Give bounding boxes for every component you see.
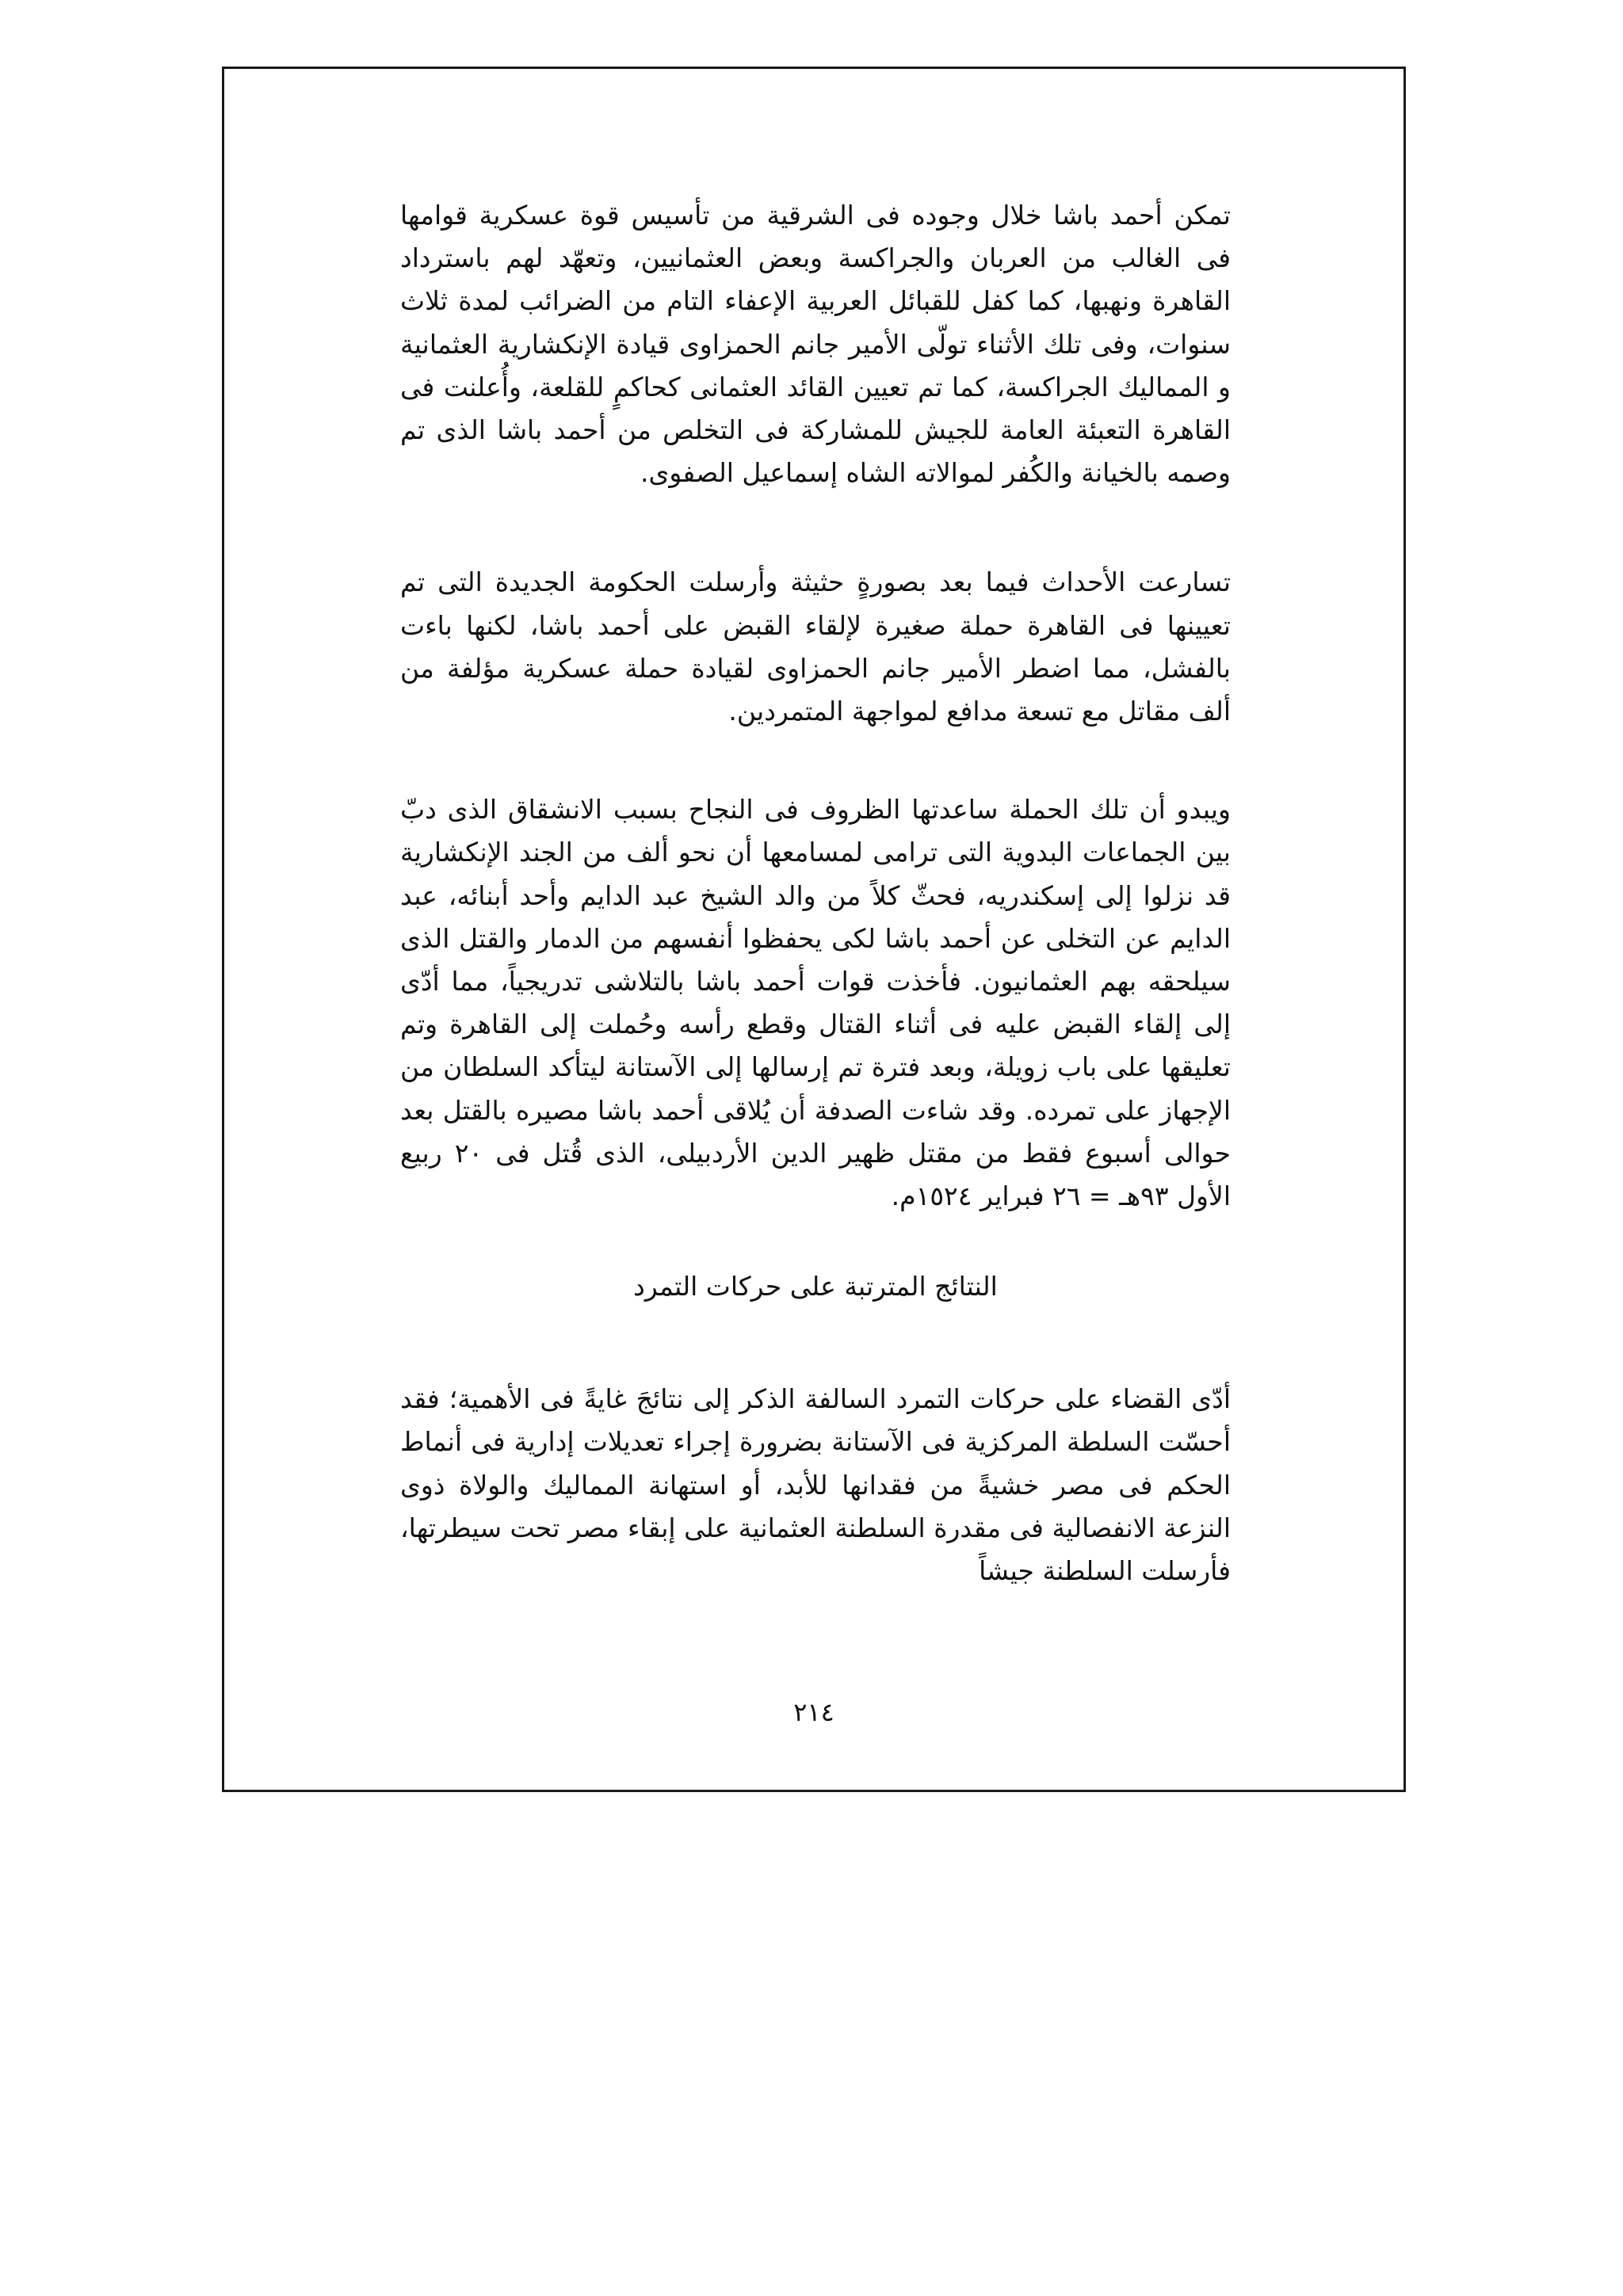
section-heading: النتائج المترتبة على حركات التمرد bbox=[633, 1271, 998, 1302]
body-text-column bbox=[400, 194, 1231, 1592]
page-number: ٢١٤ bbox=[793, 1697, 834, 1727]
paragraph-events-accelerated: تسارعت الأحداث فيما بعد بصورةٍ حثيثة وأرسلت الحكومة الجديدة التى تم تعيينها فى القاهرة حملة صغيرة لإلقاء القبض على أحمد باشا، لكنها باءت بالفشل، مما اضطر الأمير جانم الحمزاوى لقيادة حملة عسكرية مؤلفة من ألف مقاتل مع تسعة مدافع لمواجهة المتمردين. bbox=[400, 566, 1231, 727]
paragraph-campaign-success: ويبدو أن تلك الحملة ساعدتها الظروف فى النجاح بسبب الانشقاق الذى دبّ بين الجماعات البدوية التى ترامى لمسامعها أن نحو ألف من الجند الإنكشارية قد نزلوا إلى إسكندريه، فحثّ كلاً من والد الشيخ عبد الدايم وأحد أبنائه، عبد الدايم عن التخلى عن أحمد باشا لكى يحفظوا أنفسهم من الدمار والقتل الذى سيلحقه بهم العثمانيون. فأخذت قوات أحمد باشا بالتلاشى تدريجياً، مما أدّى إلى إلقاء القبض عليه فى أثناء القتال وقطع رأسه وحُملت إلى القاهرة وتم تعليقها على باب زويلة، وبعد فترة تم إرسالها إلى الآستانة ليتأكد السلطان من الإجهاز على تمرده. وقد شاءت الصدفة أن يُلاقى أحمد باشا مصيره بالقتل بعد حوالى أسبوع فقط من مقتل ظهير الدين الأردبيلى، الذى قُتل فى ٢٠ ربيع الأول ٩٣هـ = ٢٦ فبراير ١٥٢٤م. bbox=[400, 794, 1232, 1212]
paragraph-consequences: أدّى القضاء على حركات التمرد السالفة الذكر إلى نتائجَ غايةً فى الأهمية؛ فقد أحسّت السلطة المركزية فى الآستانة بضرورة إجراء تعديلات إدارية فى أنماط الحكم فى مصر خشيةً من فقدانها للأبد، أو استهانة المماليك والولاة ذوى النزعة الانفصالية فى مقدرة السلطنة العثمانية على إبقاء مصر تحت سيطرتها، فأرسلت السلطنة جيشاً bbox=[400, 1383, 1231, 1587]
paragraph-ahmed-pasha-forces: تمكن أحمد باشا خلال وجوده فى الشرقية من تأسيس قوة عسكرية قوامها فى الغالب من العربان والجراكسة وبعض العثمانيين، وتعهّد لهم باسترداد القاهرة ونهبها، كما كفل للقبائل العربية الإعفاء التام من الضرائب لمدة ثلاث سنوات، وفى تلك الأثناء تولّى الأمير جانم الحمزاوى قيادة الإنكشارية العثمانية و المماليك الجراكسة، كما تم تعيين القائد العثمانى كحاكمٍ للقلعة، وأُعلنت فى القاهرة التعبئة العامة للجيش للمشاركة فى التخلص من أحمد باشا الذى تم وصمه بالخيانة والكُفر لموالاته الشاه إسماعيل الصفوى. bbox=[400, 200, 1231, 489]
page-border-frame bbox=[222, 67, 1406, 1792]
